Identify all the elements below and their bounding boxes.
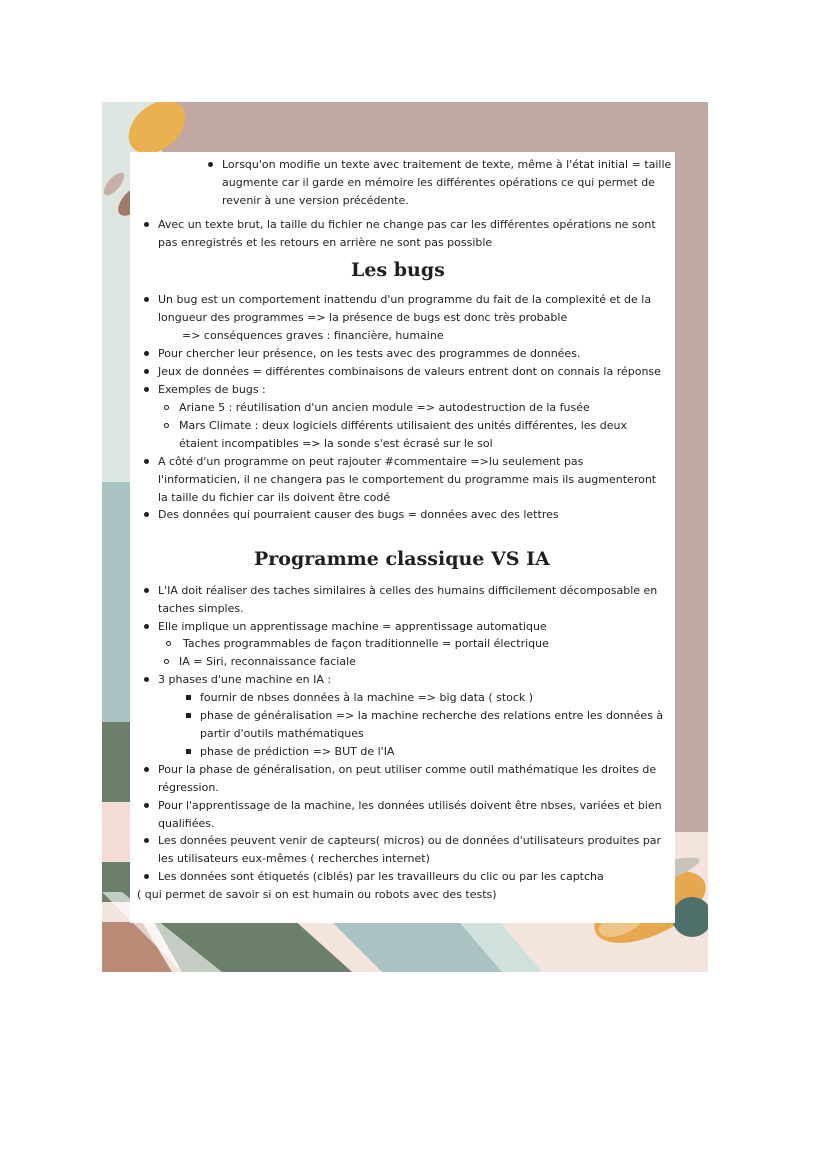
bullet [144,297,149,302]
text-line: la taille du fichier car ils doivent être codé [158,491,391,504]
text-line: Ariane 5 : réutilisation d'un ancien module => autodestruction de la fusée [179,401,590,414]
text-line: augmente car il garde en mémoire les différentes opérations ce qui permet de [222,176,655,189]
bullet [144,838,149,843]
sub-bullet [164,659,169,664]
bullet [144,222,149,227]
bullet [144,803,149,808]
section-heading-bugs: Les bugs [351,259,445,281]
sub-bullet [164,405,169,410]
text-line: Pour l'apprentissage de la machine, les données utilisés doivent être nbses, variées et bien [158,799,662,812]
sub-bullet [164,423,169,428]
bullet [144,874,149,879]
bullet [144,767,149,772]
text-line: => conséquences graves : financière, humaine [182,329,444,342]
text-line: régression. [158,781,219,794]
text-line: Pour la phase de généralisation, on peut utiliser comme outil mathématique les droites de [158,763,657,776]
text-line: l'informaticien, il ne changera pas le comportement du programme mais ils augmenteront [158,473,657,486]
section-heading-ia: Programme classique VS IA [254,548,550,570]
text-line: Mars Climate : deux logiciels différents utilisaient des unités différentes, les deux [179,419,627,432]
text-line: 3 phases d'une machine en IA : [158,673,332,686]
text-line: L'IA doit réaliser des taches similaires à celles des humains difficilement décomposable en [158,584,658,597]
text-line: Avec un texte brut, la taille du fichier ne change pas car les différentes opérations ne sont [158,218,656,231]
sub-bullet [166,641,171,646]
text-line: Pour chercher leur présence, on les tests avec des programmes de données. [158,347,581,360]
text-line: Exemples de bugs : [158,383,266,396]
sub-sub-bullet [186,695,191,700]
text-line: phase de généralisation => la machine recherche des relations entre les données à [200,709,664,722]
text-line: revenir à une version précédente. [222,194,409,207]
sub-sub-bullet [186,713,191,718]
text-line: Un bug est un comportement inattendu d'un programme du fait de la complexité et de la [158,293,652,306]
text-line: qualifiées. [158,817,215,830]
bullet [144,387,149,392]
text-line: Des données qui pourraient causer des bugs = données avec des lettres [158,508,559,521]
bullet [144,351,149,356]
text-line: Jeux de données = différentes combinaisons de valeurs entrent dont on connais la réponse [158,365,661,378]
text-line: les utilisateurs eux-mêmes ( recherches internet) [158,852,430,865]
text-line: phase de prédiction => BUT de l'IA [200,745,395,758]
text-line: pas enregistrés et les retours en arrière ne sont pas possible [158,236,493,249]
bullet [144,677,149,682]
text-line: étaient incompatibles => la sonde s'est écrasé sur le sol [179,437,493,450]
bullet [144,369,149,374]
text-line: ( qui permet de savoir si on est humain ou robots avec des tests) [137,888,497,901]
text-line: IA = Siri, reconnaissance faciale [179,655,356,668]
bullet [144,624,149,629]
text-line: fournir de nbses données à la machine => big data ( stock ) [200,691,534,704]
text-line: Les données sont étiquetés (ciblés) par les travailleurs du clic ou par les captcha [158,870,604,883]
text-line: A côté d'un programme on peut rajouter #commentaire =>lu seulement pas [158,455,584,468]
text-line: Les données peuvent venir de capteurs( micros) ou de données d'utilisateurs produites par [158,834,662,847]
text-line: Elle implique un apprentissage machine = apprentissage automatique [158,620,547,633]
text-line: taches simples. [158,602,244,615]
bullet [144,588,149,593]
bullet [144,459,149,464]
text-line: partir d'outils mathématiques [200,727,364,740]
sub-sub-bullet [186,749,191,754]
text-line: longueur des programmes => la présence de bugs est donc très probable [158,311,568,324]
bullet [144,512,149,517]
text-line: Taches programmables de façon traditionnelle = portail électrique [183,637,549,650]
bullet [208,162,213,167]
text-line: Lorsqu'on modifie un texte avec traitement de texte, même à l'état initial = taille [222,158,672,171]
